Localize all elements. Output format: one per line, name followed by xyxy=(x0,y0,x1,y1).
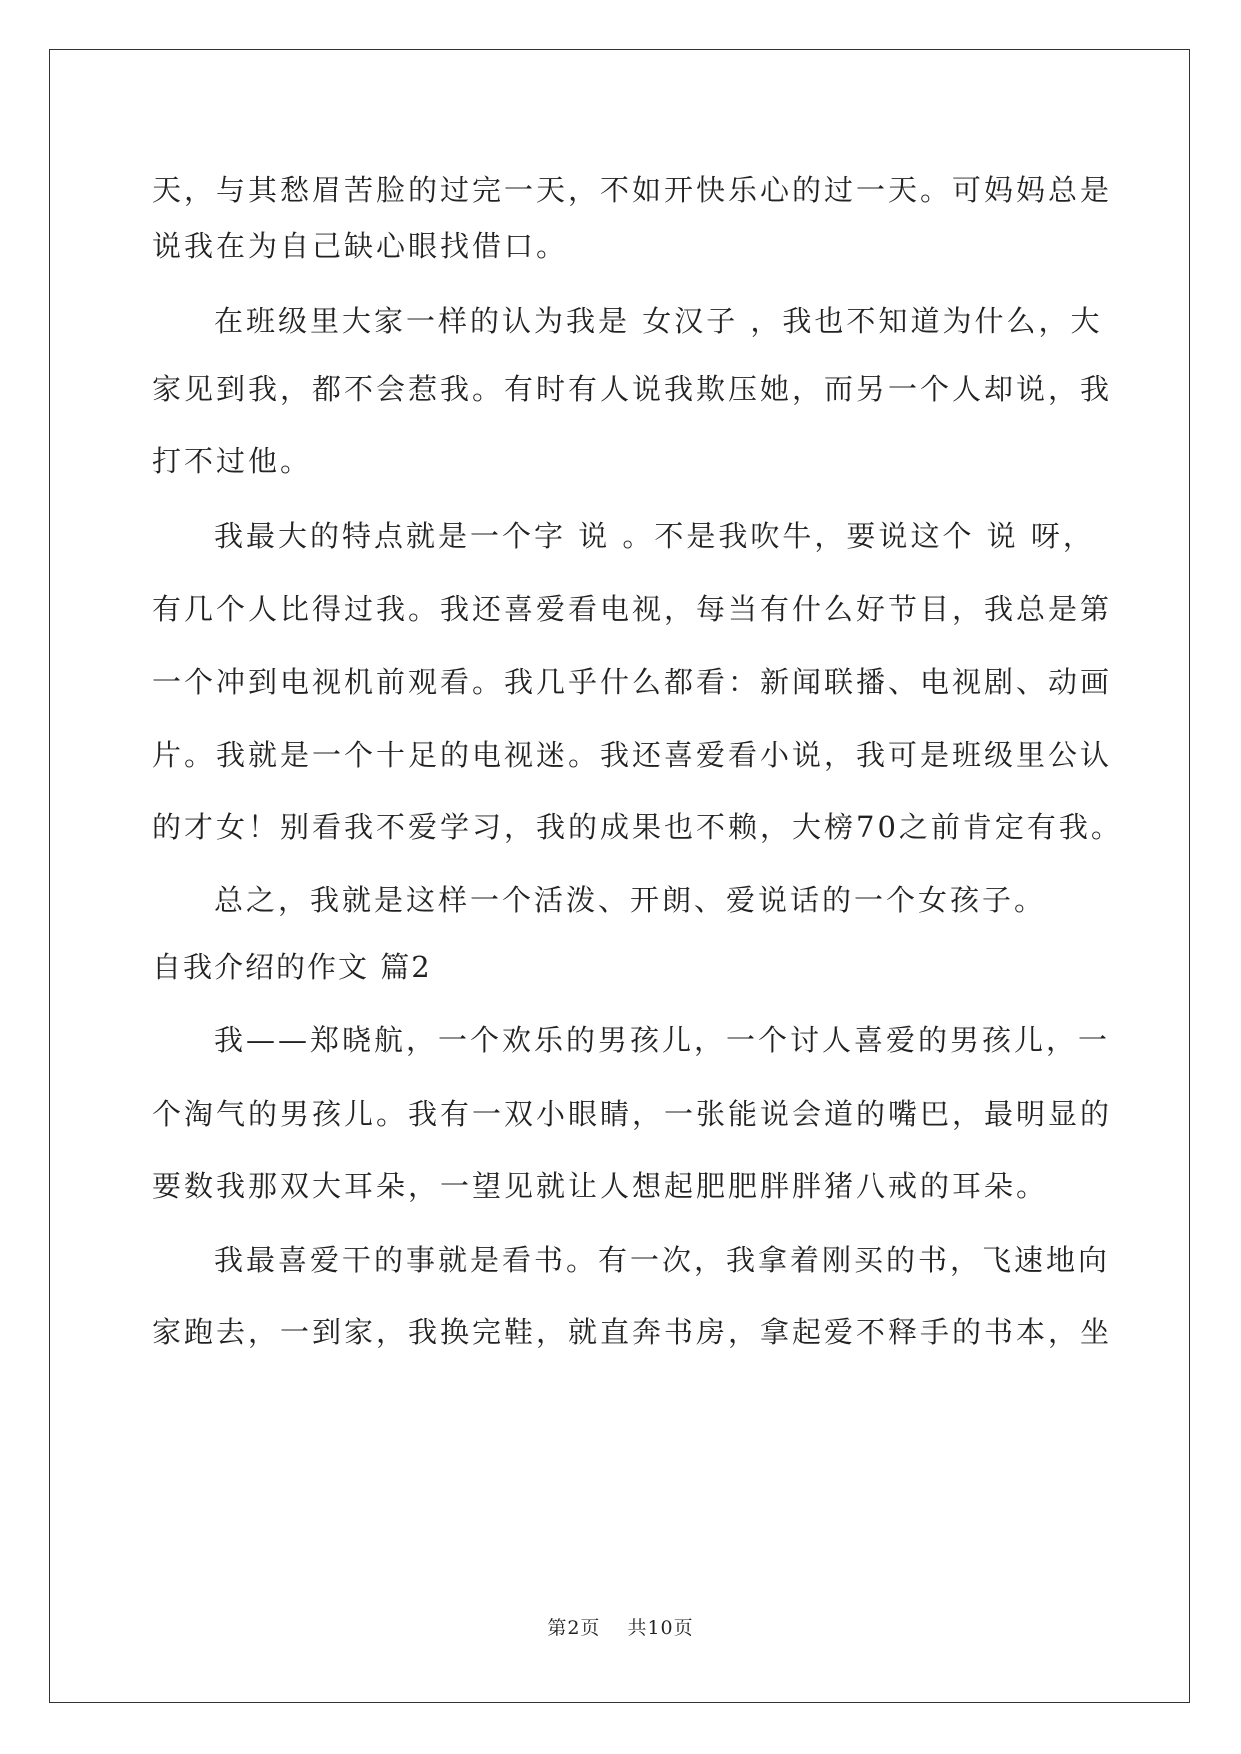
text-line: 家见到我，都不会惹我。有时有人说我欺压她，而另一个人却说，我 xyxy=(152,372,1113,406)
paragraph-start-line: 我——郑晓航，一个欢乐的男孩儿，一个讨人喜爱的男孩儿，一 xyxy=(214,1023,1111,1057)
paragraph-start-line: 总之，我就是这样一个活泼、开朗、爱说话的一个女孩子。 xyxy=(214,883,1047,917)
page-number: 第2页 xyxy=(547,1617,601,1639)
text-line: 的才女！别看我不爱学习，我的成果也不赖，大榜70之前肯定有我。 xyxy=(152,810,1123,844)
paragraph-start-line: 我最喜爱干的事就是看书。有一次，我拿着刚买的书，飞速地向 xyxy=(214,1243,1111,1277)
text-line: 个淘气的男孩儿。我有一双小眼睛，一张能说会道的嘴巴，最明显的 xyxy=(152,1097,1113,1131)
paragraph-start-line: 在班级里大家一样的认为我是 女汉子 ，我也不知道为什么，大 xyxy=(214,304,1103,338)
text-line: 要数我那双大耳朵，一望见就让人想起肥肥胖胖猪八戒的耳朵。 xyxy=(152,1169,1049,1203)
paragraph-start-line: 我最大的特点就是一个字 说 。不是我吹牛，要说这个 说 呀， xyxy=(214,519,1095,553)
text-line: 说我在为自己缺心眼找借口。 xyxy=(152,229,569,263)
text-line: 片。我就是一个十足的电视迷。我还喜爱看小说，我可是班级里公认 xyxy=(152,738,1113,772)
section-heading: 自我介绍的作文 篇2 xyxy=(152,950,432,984)
page-total: 共10页 xyxy=(627,1617,694,1639)
page-frame xyxy=(49,49,1190,1703)
text-line: 天，与其愁眉苦脸的过完一天，不如开快乐心的过一天。可妈妈总是 xyxy=(152,173,1113,207)
text-line: 家跑去，一到家，我换完鞋，就直奔书房，拿起爱不释手的书本，坐 xyxy=(152,1315,1113,1349)
text-line: 一个冲到电视机前观看。我几乎什么都看：新闻联播、电视剧、动画 xyxy=(152,665,1113,699)
page-footer xyxy=(0,1616,1241,1640)
text-line: 打不过他。 xyxy=(152,444,313,478)
text-line: 有几个人比得过我。我还喜爱看电视，每当有什么好节目，我总是第 xyxy=(152,592,1113,626)
